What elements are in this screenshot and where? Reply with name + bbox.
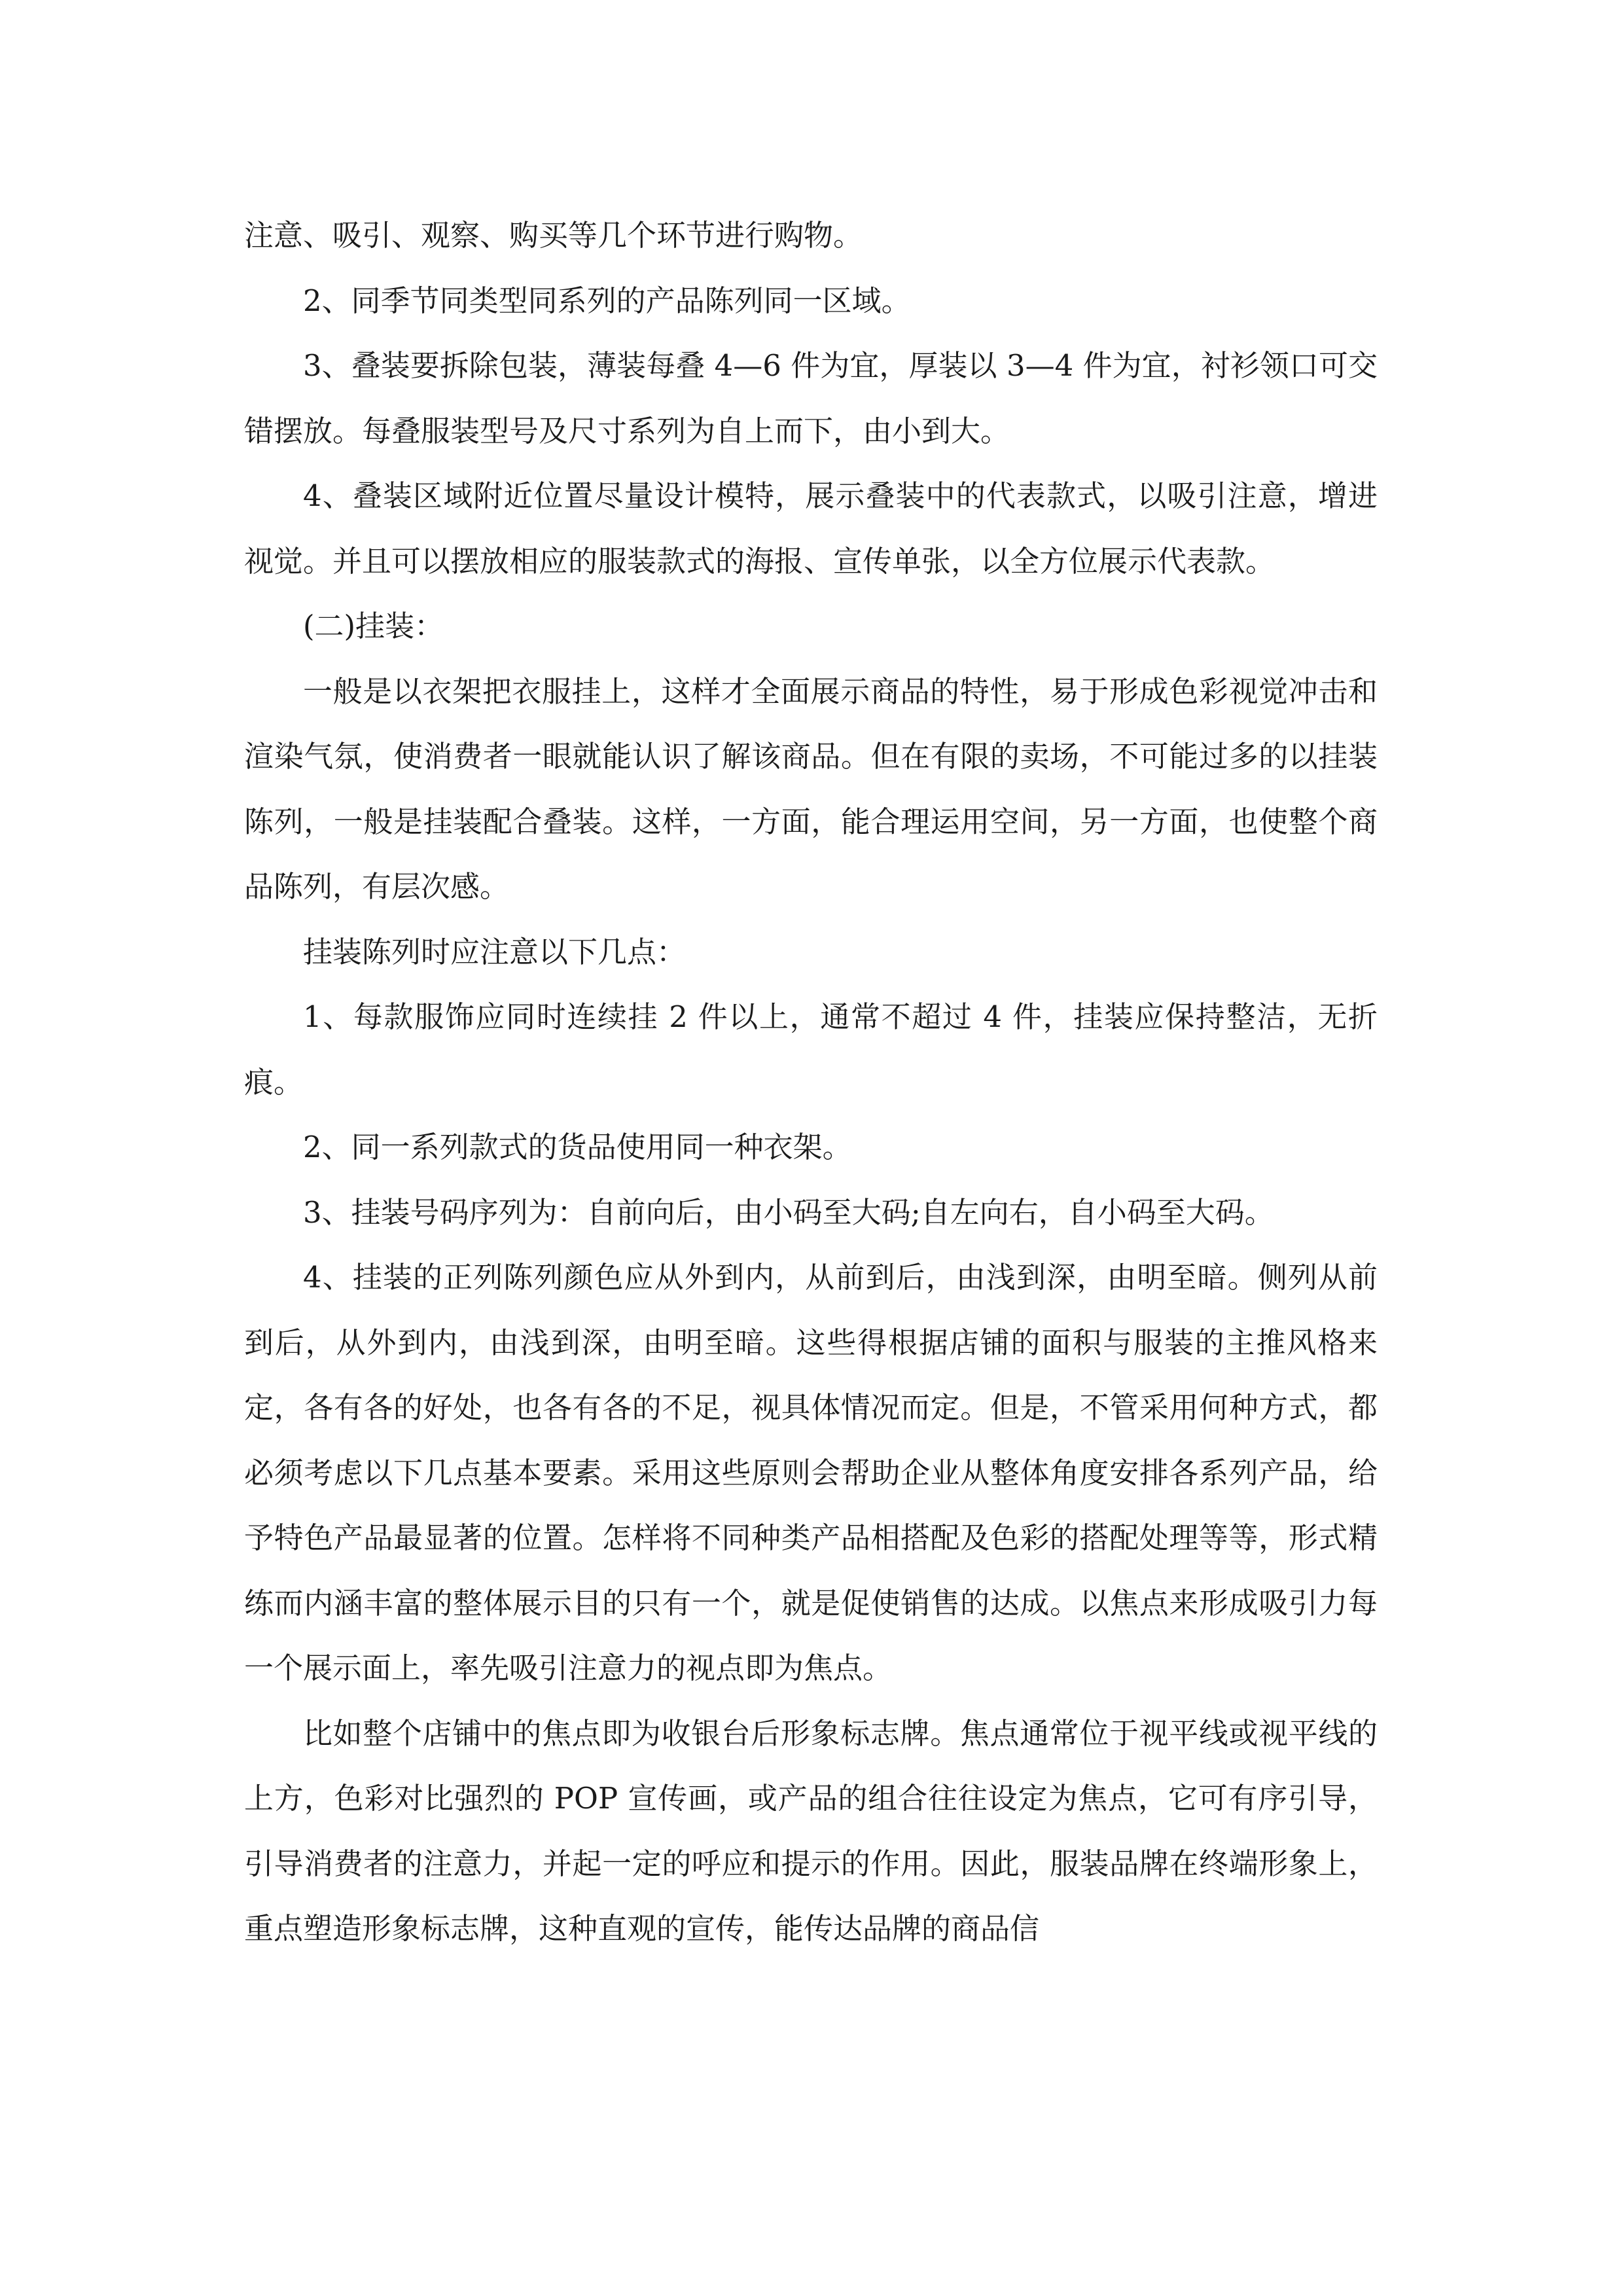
paragraph-fold-rule-3: 3、叠装要拆除包装，薄装每叠 4—6 件为宜，厚装以 3—4 件为宜，衬衫领口可交错摆放。每叠服装型号及尺寸系列为自上而下，由小到大。 (244, 348, 1378, 448)
paragraph-hang-rule-4: 4、挂装的正列陈列颜色应从外到内，从前到后，由浅到深，由明至暗。侧列从前到后，从外到内，由浅到深，由明至暗。这些得根据店铺的面积与服装的主推风格来定，各有各的好处，也各有各的不足，视具体情况而定。但是，不管采用何种方式，都必须考虑以下几点基本要素。采用这些原则会帮助企业从整体角度安排各系列产品，给予特色产品最显著的位置。怎样将不同种类产品相搭配及色彩的搭配处理等等，形式精练而内涵丰富的整体展示目的只有一个，就是促使销售的达成。以焦点来形成吸引力每一个展示面上，率先吸引注意力的视点即为焦点。 (244, 1260, 1378, 1685)
paragraph-hang-rule-2: 2、同一系列款式的货品使用同一种衣架。 (303, 1130, 852, 1164)
paragraph-hang-rule-3: 3、挂装号码序列为：自前向后，由小码至大码;自左向右，自小码至大码。 (303, 1194, 1274, 1230)
paragraph-fold-rule-2: 2、同季节同类型同系列的产品陈列同一区域。 (303, 283, 911, 318)
document-body (244, 203, 1378, 1962)
paragraph-continuation: 注意、吸引、观察、购买等几个环节进行购物。 (244, 218, 863, 253)
paragraph-focal-point: 比如整个店铺中的焦点即为收银台后形象标志牌。焦点通常位于视平线或视平线的上方，色彩对比强烈的 POP 宣传画，或产品的组合往往设定为焦点，它可有序引导，引导消费者的注意力，并起一定的呼应和提示的作用。因此，服装品牌在终端形象上，重点塑造形象标志牌，这种直观的宣传，能传达品牌的商品信 (244, 1715, 1378, 1946)
paragraph-hanging-notes-heading: 挂装陈列时应注意以下几点： (303, 934, 687, 969)
paragraph-fold-rule-4: 4、叠装区域附近位置尽量设计模特，展示叠装中的代表款式，以吸引注意，增进视觉。并且可以摆放相应的服装款式的海报、宣传单张，以全方位展示代表款。 (244, 478, 1378, 579)
paragraph-hang-rule-1: 1、每款服饰应同时连续挂 2 件以上，通常不超过 4 件，挂装应保持整洁，无折痕。 (244, 999, 1378, 1100)
section-heading-hanging: (二)挂装： (303, 609, 444, 643)
paragraph-hanging-intro: 一般是以衣架把衣服挂上，这样才全面展示商品的特性，易于形成色彩视觉冲击和渲染气氛，使消费者一眼就能认识了解该商品。但在有限的卖场，不可能过多的以挂装陈列，一般是挂装配合叠装。这样，一方面，能合理运用空间，另一方面，也使整个商品陈列，有层次感。 (244, 673, 1378, 904)
